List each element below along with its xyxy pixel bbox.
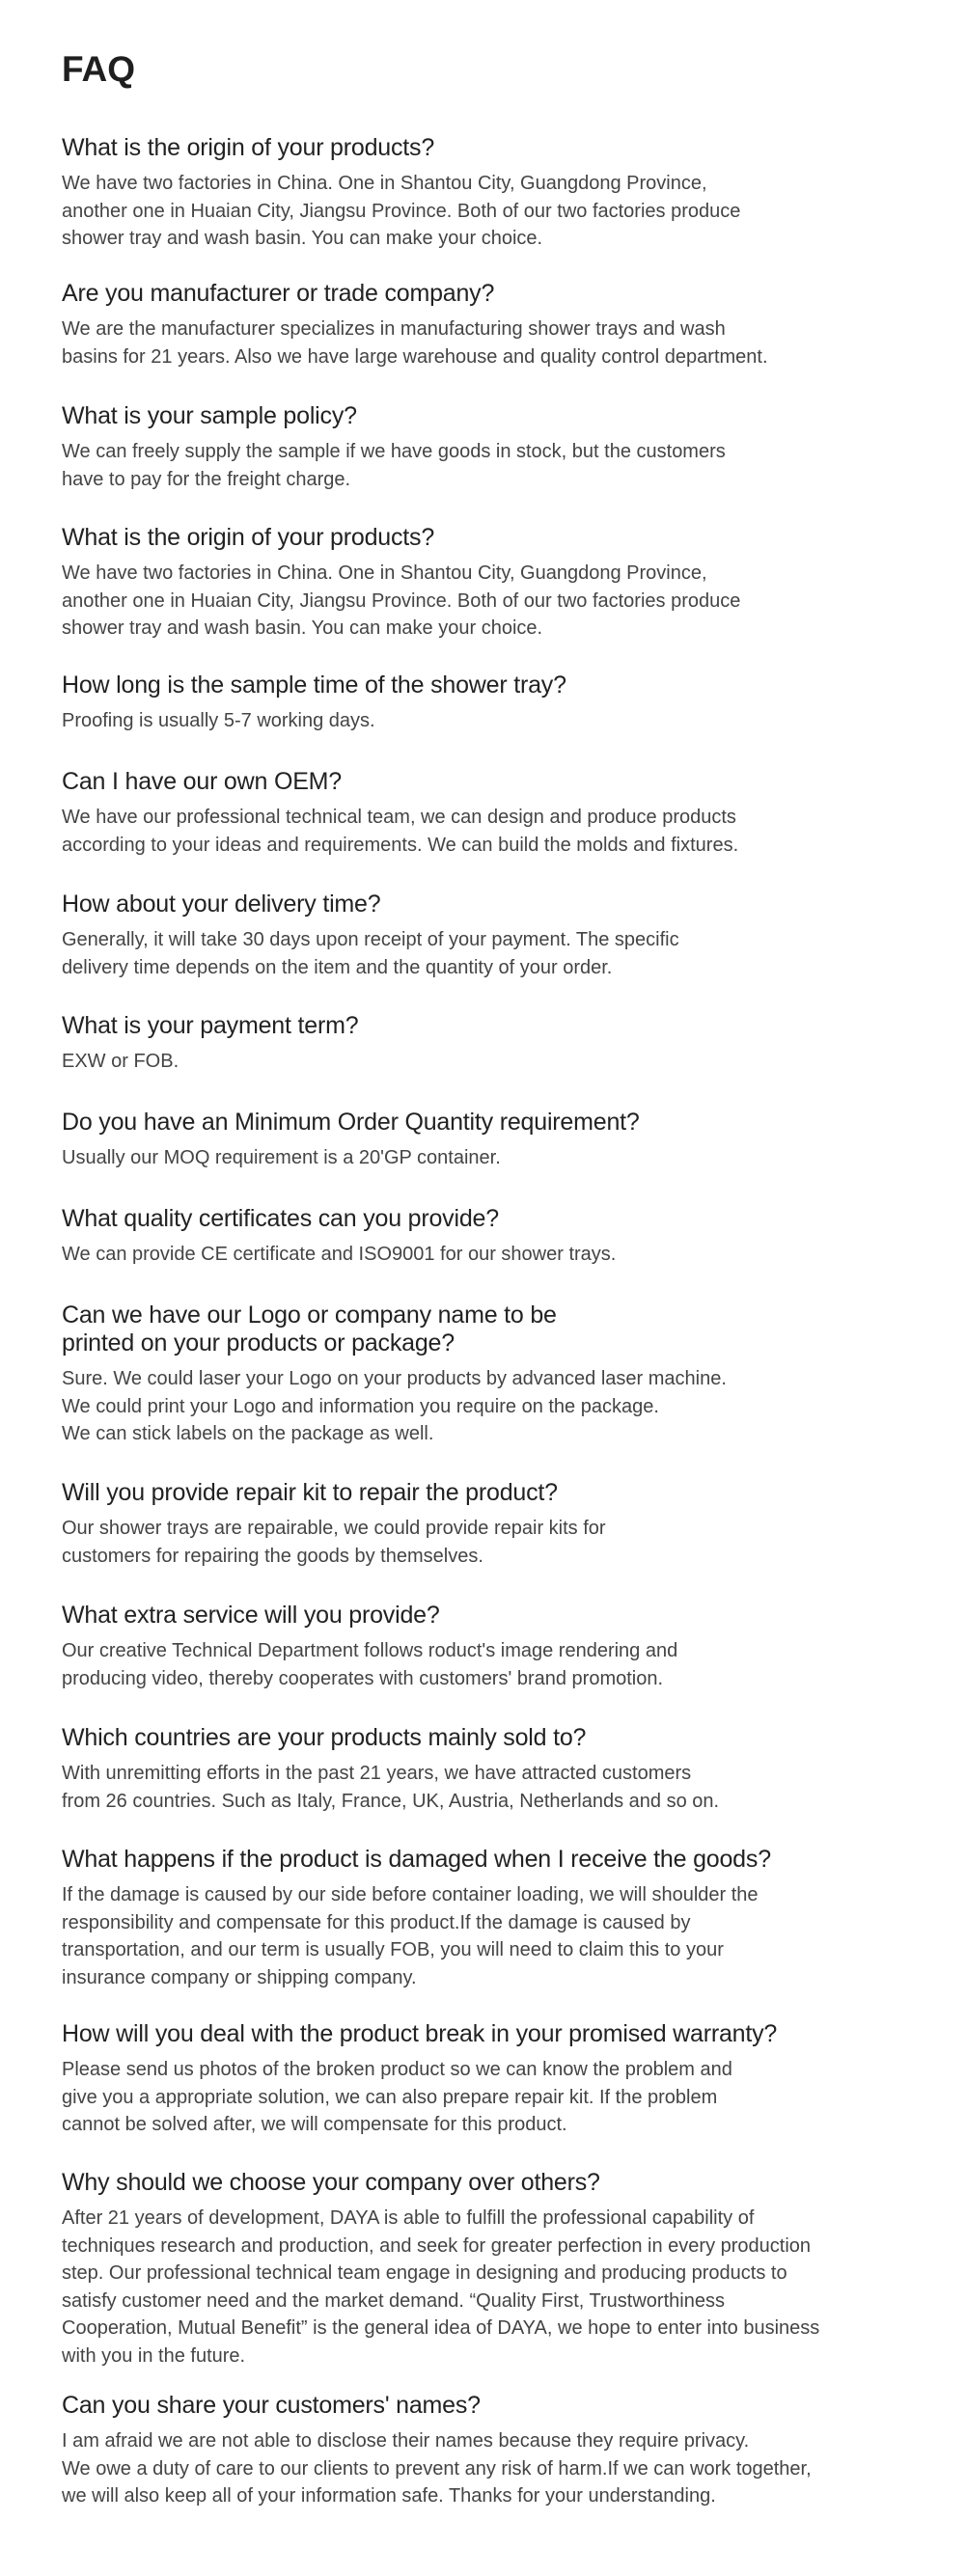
faq-answer: We have two factories in China. One in Shantou City, Guangdong Province, another one in Huaian City, Jiangsu Province. Both of our two factories produce shower tray and wash basin. You can make your choice. [62,562,741,639]
faq-question: Are you manufacturer or trade company? [62,280,495,307]
faq-question: Do you have an Minimum Order Quantity requirement? [62,1109,640,1136]
faq-question: How about your delivery time? [62,891,381,918]
faq-answer: We have our professional technical team, we can design and produce products according to your ideas and requirements. We can build the molds and fixtures. [62,807,739,856]
faq-answer: After 21 years of development, DAYA is able to fulfill the professional capability of techniques research and production, and seek for greater perfection in every production step. Our professional technical team engage in designing and producing products to satisfy customer need and the market demand. “Quality First, Trustworthiness Cooperation, Mutual Benefit” is the general idea of DAYA, we hope to enter into business with you in the future. [62,2207,820,2367]
faq-question: How long is the sample time of the shower tray? [62,671,566,699]
faq-item [62,891,930,981]
faq-item [62,671,930,735]
faq-answer: We can provide CE certificate and ISO9001 for our shower trays. [62,1244,617,1265]
faq-item [62,280,930,370]
faq-question: How will you deal with the product break in your promised warranty? [62,2020,778,2047]
faq-item [62,402,930,493]
faq-answer: Usually our MOQ requirement is a 20'GP container. [62,1147,501,1168]
faq-answer: With unremitting efforts in the past 21 years, we have attracted customers from 26 countries. Such as Italy, France, UK, Austria, Netherlands and so on. [62,1763,720,1812]
faq-question: Will you provide repair kit to repair the product? [62,1479,558,1506]
faq-item [62,2392,930,2510]
faq-item [62,1302,930,1448]
faq-question: What extra service will you provide? [62,1602,440,1629]
faq-item [62,1846,930,1991]
faq-question: Can we have our Logo or company name to be printed on your products or package? [62,1302,557,1357]
faq-answer: EXW or FOB. [62,1051,179,1072]
faq-question: Can I have our own OEM? [62,768,342,795]
faq-answer: I am afraid we are not able to disclose their names because they require privacy. We owe a duty of care to our clients to prevent any risk of harm.If we can work together, we will also keep all of your information safe. Thanks for your understanding. [62,2430,812,2507]
faq-item [62,2169,930,2370]
faq-item [62,134,930,253]
faq-question: What is your payment term? [62,1012,359,1039]
faq-question: What is the origin of your products? [62,524,435,551]
faq-item [62,2020,930,2139]
faq-answer: We are the manufacturer specializes in manufacturing shower trays and wash basins for 21 years. Also we have large warehouse and quality control department. [62,318,768,368]
faq-question: What quality certificates can you provide? [62,1205,499,1232]
faq-question: What happens if the product is damaged when I receive the goods? [62,1846,771,1873]
faq-item [62,1724,930,1815]
page-title: FAQ [62,49,136,89]
faq-answer: We have two factories in China. One in Shantou City, Guangdong Province, another one in Huaian City, Jiangsu Province. Both of our two factories produce shower tray and wash basin. You can make your choice. [62,173,741,249]
faq-item [62,524,930,643]
faq-item [62,1012,930,1076]
faq-answer: Sure. We could laser your Logo on your products by advanced laser machine. We could print your Logo and information you require on the package. We can stick labels on the package as well. [62,1368,727,1444]
faq-answer: We can freely supply the sample if we have goods in stock, but the customers have to pay for the freight charge. [62,441,726,490]
faq-answer: Please send us photos of the broken product so we can know the problem and give you a appropriate solution, we can also prepare repair kit. If the problem cannot be solved after, we will compensate for this product. [62,2059,732,2135]
faq-answer: Our creative Technical Department follows roduct's image rendering and producing video, thereby cooperates with customers' brand promotion. [62,1640,678,1689]
faq-answer: Our shower trays are repairable, we could provide repair kits for customers for repairing the goods by themselves. [62,1518,606,1567]
faq-item [62,1109,930,1172]
faq-answer: Proofing is usually 5-7 working days. [62,710,375,731]
faq-question: What is the origin of your products? [62,134,435,161]
faq-question: Can you share your customers' names? [62,2392,481,2419]
faq-item [62,768,930,859]
faq-question: What is your sample policy? [62,402,357,429]
faq-item [62,1479,930,1570]
faq-question: Why should we choose your company over others? [62,2169,600,2196]
faq-item [62,1602,930,1692]
faq-question: Which countries are your products mainly sold to? [62,1724,587,1751]
faq-answer: If the damage is caused by our side before container loading, we will shoulder the responsibility and compensate for this product.If the damage is caused by transportation, and our term is usually FOB, you will need to claim this to your insurance company or shipping company. [62,1884,759,1988]
faq-answer: Generally, it will take 30 days upon receipt of your payment. The specific delivery time depends on the item and the quantity of your order. [62,929,679,978]
faq-item [62,1205,930,1269]
